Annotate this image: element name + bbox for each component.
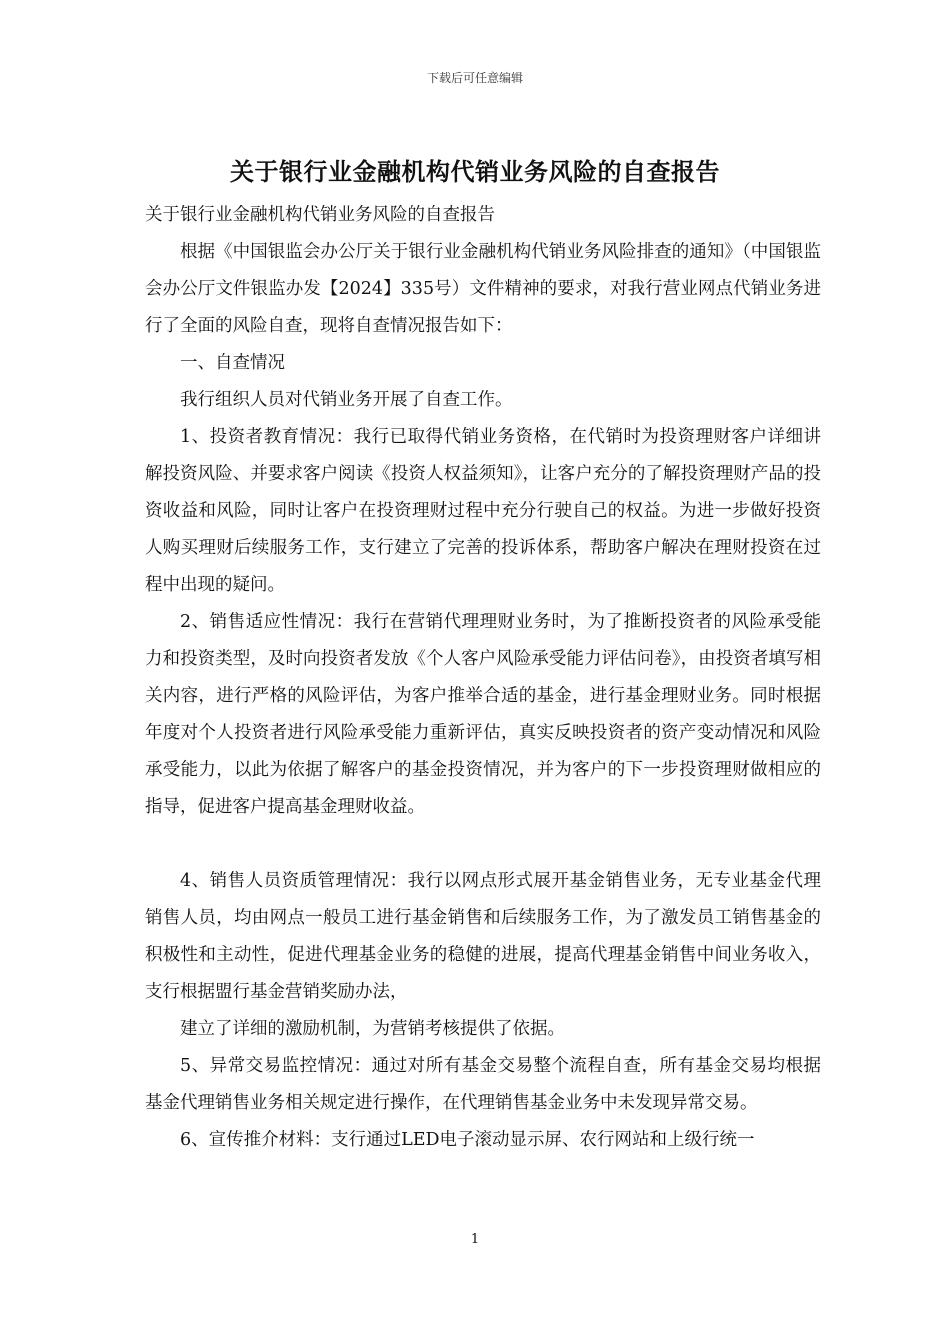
body-paragraph: 6、宣传推介材料：支行通过LED电子滚动显示屏、农行网站和上级行统一 — [180, 1130, 755, 1150]
body-paragraph: 建立了详细的激励机制，为营销考核提供了依据。 — [180, 1019, 565, 1039]
body-paragraph: 根据《中国银监会办公厅关于银行业金融机构代销业务风险排查的通知》（中国银监会办公厅文件银监办发【2024】335号）文件精神的要求，对我行营业网点代销业务进行了全面的风险自查，现将自查情况报告如下： — [145, 242, 821, 336]
document-title: 关于银行业金融机构代销业务风险的自查报告 — [230, 157, 720, 186]
section-heading: 一、自查情况 — [180, 353, 285, 373]
body-paragraph: 4、销售人员资质管理情况：我行以网点形式展开基金销售业务，无专业基金代理销售人员，均由网点一般员工进行基金销售和后续服务工作，为了激发员工销售基金的积极性和主动性，促进代理基金业务的稳健的进展，提高代理基金销售中间业务收入，支行根据盟行基金营销奖励办法， — [145, 871, 821, 1002]
body-paragraph: 2、销售适应性情况：我行在营销代理理财业务时，为了推断投资者的风险承受能力和投资类型，及时向投资者发放《个人客户风险承受能力评估问卷》，由投资者填写相关内容，进行严格的风险评估，为客户推举合适的基金，进行基金理财业务。同时根据年度对个人投资者进行风险承受能力重新评估，真实反映投资者的资产变动情况和风险承受能力，以此为依据了解客户的基金投资情况，并为客户的下一步投资理财做相应的指导，促进客户提高基金理财收益。 — [145, 612, 821, 817]
page-number: 1 — [470, 1232, 480, 1247]
body-paragraph: 1、投资者教育情况：我行已取得代销业务资格，在代销时为投资理财客户详细讲解投资风险、并要求客户阅读《投资人权益须知》，让客户充分的了解投资理财产品的投资收益和风险，同时让客户在投资理财过程中充分行驶自己的权益。为进一步做好投资人购买理财后续服务工作，支行建立了完善的投诉体系，帮助客户解决在理财投资在过程中出现的疑问。 — [145, 427, 821, 595]
body-paragraph: 我行组织人员对代销业务开展了自查工作。 — [180, 390, 513, 410]
blank-line — [145, 826, 821, 863]
page-header-note: 下载后可任意编辑 — [426, 71, 523, 85]
document-body — [145, 197, 821, 1159]
body-paragraph: 5、异常交易监控情况：通过对所有基金交易整个流程自查，所有基金交易均根据基金代理销售业务相关规定进行操作，在代理销售基金业务中未发现异常交易。 — [145, 1056, 821, 1113]
body-paragraph: 关于银行业金融机构代销业务风险的自查报告 — [145, 205, 495, 225]
